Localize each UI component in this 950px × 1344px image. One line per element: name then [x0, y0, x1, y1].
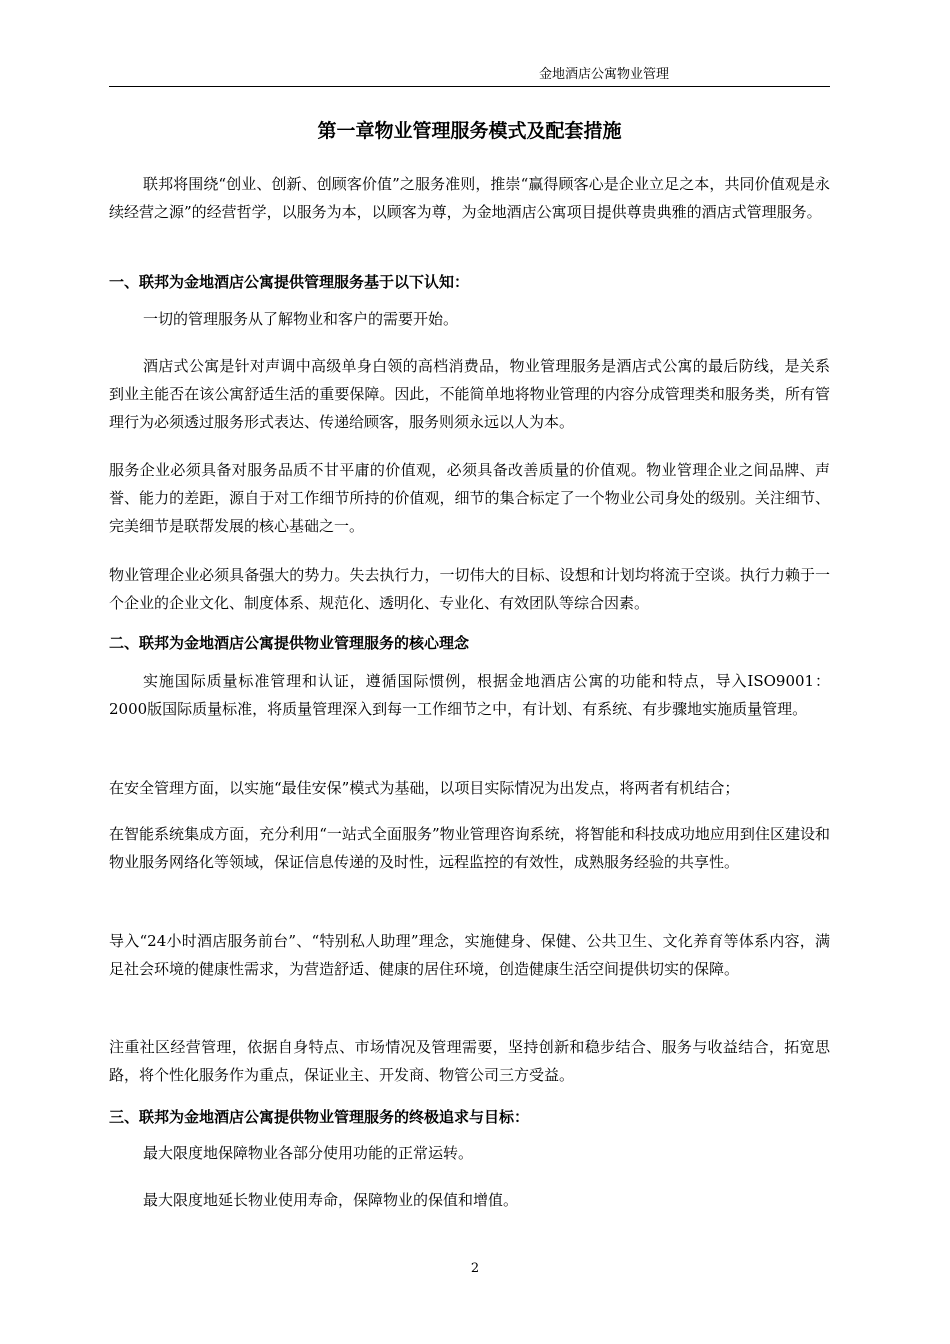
paragraph-3: 服务企业必须具备对服务品质不甘平庸的价值观，必须具备改善质量的价值观。物业管理企业之间品牌、声誉、能力的差距，源自于对工作细节所持的价值观，细节的集合标定了一个物业公司身处的级别。关注细节、完美细节是联帮发展的核心基础之一。	[109, 461, 830, 535]
paragraph-5: 实施国际质量标准管理和认证，遵循国际惯例，根据金地酒店公寓的功能和特点，导入ISO9001：2000版国际质量标准，将质量管理深入到每一工作细节之中，有计划、有系统、有步骤地实施质量管理。	[109, 672, 830, 718]
intro-paragraph: 联邦将围绕“创业、创新、创顾客价值”之服务准则，推崇“赢得顾客心是企业立足之本，共同价值观是永续经营之源”的经营哲学，以服务为本，以顾客为尊，为金地酒店公寓项目提供尊贵典雅的酒店式管理服务。	[109, 175, 830, 221]
paragraph-6: 在安全管理方面，以实施“最佳安保”模式为基础，以项目实际情况为出发点，将两者有机结合；	[109, 779, 740, 797]
paragraph-8: 导入“24小时酒店服务前台”、“特别私人助理”理念，实施健身、保健、公共卫生、文化养育等体系内容，满足社会环境的健康性需求，为营造舒适、健康的居住环境，创造健康生活空间提供切实的保障。	[109, 932, 830, 978]
running-header: 金地酒店公寓物业管理	[539, 67, 670, 82]
paragraph-1: 一切的管理服务从了解物业和客户的需要开始。	[143, 310, 459, 328]
section-heading-2: 二、联邦为金地酒店公寓提供物业管理服务的核心理念	[109, 634, 470, 652]
header-rule	[109, 86, 830, 87]
paragraph-10: 最大限度地保障物业各部分使用功能的正常运转。	[143, 1144, 474, 1162]
paragraph-4: 物业管理企业必须具备强大的势力。失去执行力，一切伟大的目标、设想和计划均将流于空谈。执行力赖于一个企业的企业文化、制度体系、规范化、透明化、专业化、有效团队等综合因素。	[109, 566, 830, 612]
paragraph-9: 注重社区经营管理，依据自身特点、市场情况及管理需要，坚持创新和稳步结合、服务与收益结合，拓宽思路，将个性化服务作为重点，保证业主、开发商、物管公司三方受益。	[109, 1038, 830, 1084]
paragraph-11: 最大限度地延长物业使用寿命，保障物业的保值和增值。	[143, 1191, 519, 1209]
paragraph-2: 酒店式公寓是针对声调中高级单身白领的高档消费品，物业管理服务是酒店式公寓的最后防线，是关系到业主能否在该公寓舒适生活的重要保障。因此，不能简单地将物业管理的内容分成管理类和服务类，所有管理行为必须透过服务形式表达、传递给顾客，服务则须永远以人为本。	[109, 357, 830, 431]
page-number: 2	[470, 1261, 480, 1276]
paragraph-7: 在智能系统集成方面，充分利用“一站式全面服务”物业管理咨询系统，将智能和科技成功地应用到住区建设和物业服务网络化等领域，保证信息传递的及时性，远程监控的有效性，成熟服务经验的共享性。	[109, 825, 830, 871]
chapter-title: 第一章物业管理服务模式及配套措施	[317, 120, 622, 142]
section-heading-1: 一、联邦为金地酒店公寓提供管理服务基于以下认知：	[109, 273, 470, 291]
section-heading-3: 三、联邦为金地酒店公寓提供物业管理服务的终极追求与目标：	[109, 1108, 530, 1126]
